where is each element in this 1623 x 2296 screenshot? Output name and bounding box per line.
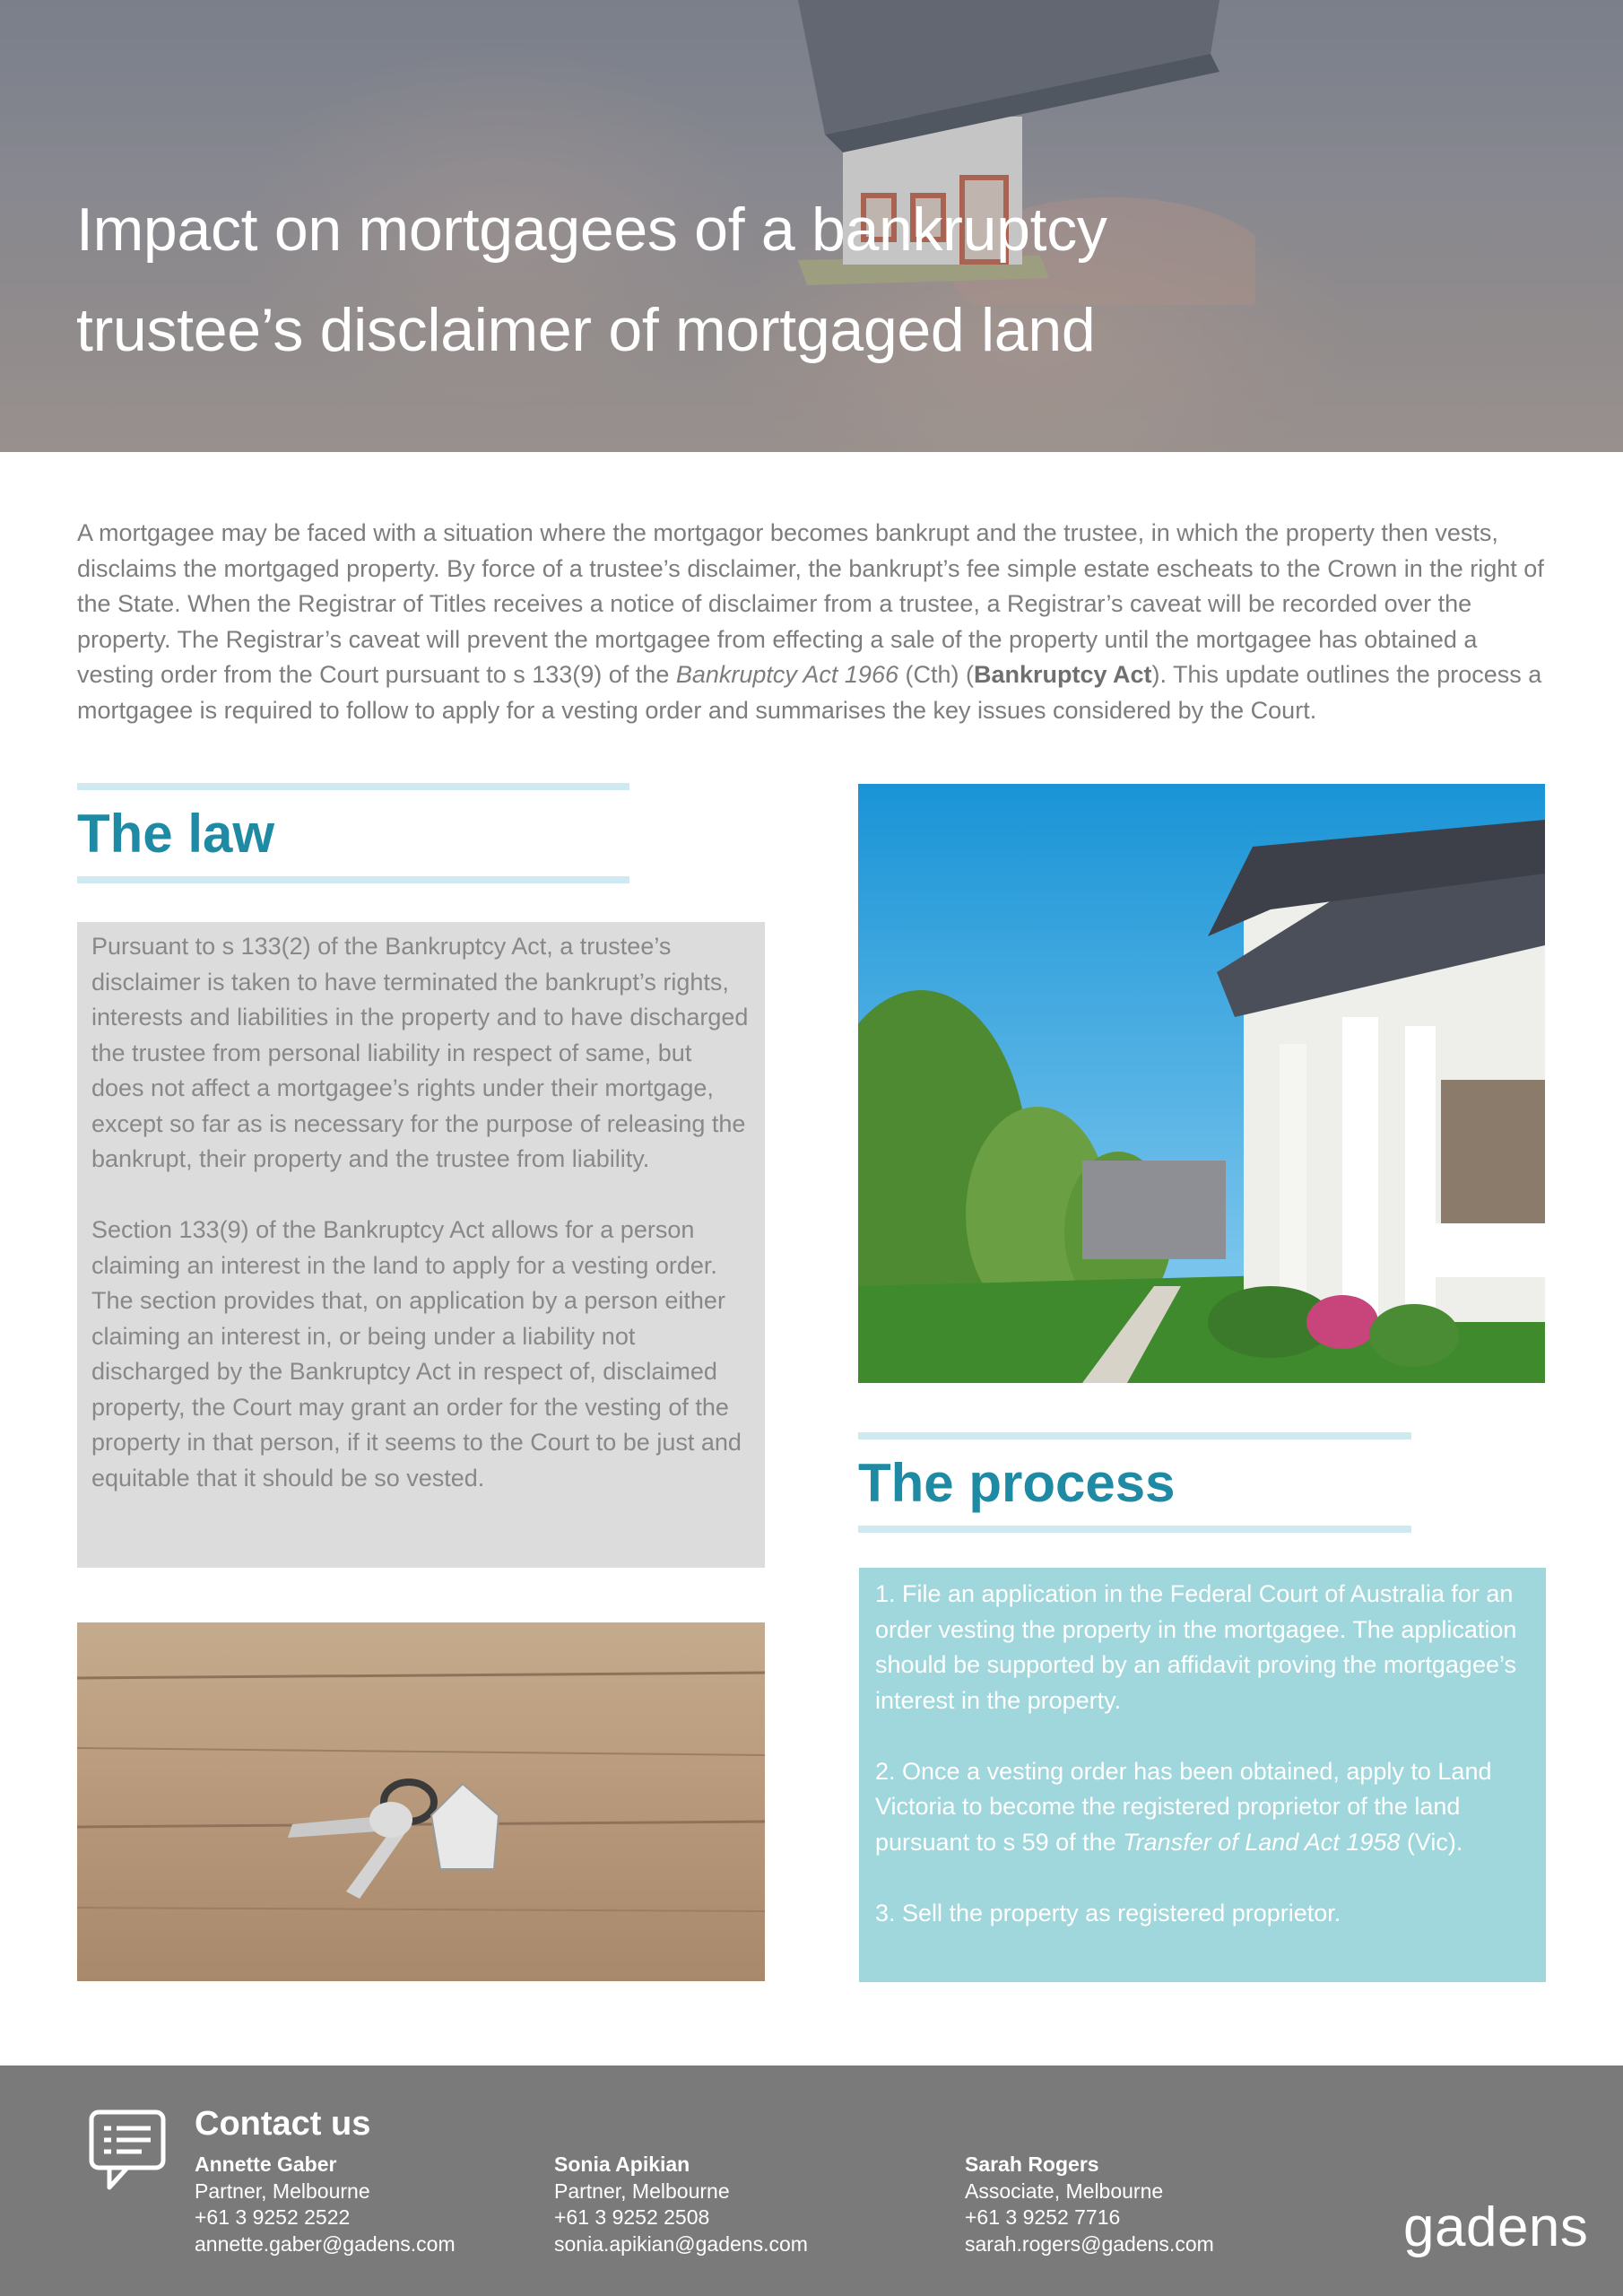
contact-person xyxy=(554,2152,808,2257)
contact-person xyxy=(195,2152,456,2257)
page-title xyxy=(76,179,1421,380)
person-name: Sarah Rogers xyxy=(965,2152,1099,2176)
process-step-2: 2. Once a vesting order has been obtained, apply to Land Victoria to become the registered proprietor of the land pursuant to s 59 of the Transfer of Land Act 1958 (Vic). xyxy=(875,1757,1492,1856)
gadens-logo: gadens xyxy=(1403,2196,1589,2258)
process-step-1: 1. File an application in the Federal Court of Australia for an order vesting the property in the mortgagee. The application should be supported by an affidavit proving the mortgagee’s interest in the property. xyxy=(875,1580,1517,1714)
street-houses-photo xyxy=(858,784,1545,1383)
intro-paragraph xyxy=(77,516,1548,729)
law-paragraph-1: Pursuant to s 133(2) of the Bankruptcy Act, a trustee’s disclaimer is taken to have terminated the bankrupt’s rights, interests and liabilities in the property and to have discharged the trustee from personal liability in respect of same, but does not affect a mortgagee’s rights under their mortgage, except so far as is necessary for the purpose of releasing the bankrupt, their property and the trustee from liability. xyxy=(91,933,749,1172)
intro-text-3: ). This update outlines the process a mortgagee is required to follow to apply for a vesting order and summarises the key issues considered by the Court. xyxy=(77,661,1542,724)
person-role: Partner, Melbourne xyxy=(554,2179,730,2203)
intro-text-1: A mortgagee may be faced with a situation where the mortgagor becomes bankrupt and the trustee, in which the property then vests, disclaims the mortgaged property. By force of a trustee’s disclaimer, the bankrupt’s fee simple estate escheats to the Crown in the right of the State. When the Registrar of Titles receives a notice of disclaimer from a trustee, a Registrar’s caveat will be recorded over the property. The Registrar’s caveat will prevent the mortgagee from effecting a sale of the property until the mortgagee has obtained a vesting order from the Court pursuant to s 133(9) of the xyxy=(77,519,1544,689)
heading-rule-bottom xyxy=(77,876,629,883)
title-line-1: Impact on mortgagees of a bankruptcy xyxy=(76,196,1107,264)
house-keys-photo xyxy=(77,1622,765,1981)
person-email[interactable]: sarah.rogers@gadens.com xyxy=(965,2231,1214,2256)
person-phone[interactable]: +61 3 9252 2522 xyxy=(195,2205,351,2229)
contact-title: Contact us xyxy=(195,2105,371,2143)
heading-rule-top xyxy=(858,1432,1411,1439)
process-heading-block xyxy=(858,1432,1411,1533)
person-phone[interactable]: +61 3 9252 7716 xyxy=(965,2205,1121,2229)
intro-act-italic: Bankruptcy Act 1966 xyxy=(675,661,898,689)
process-heading: The process xyxy=(858,1453,1176,1513)
person-role: Partner, Melbourne xyxy=(195,2179,370,2203)
intro-text-2: (Cth) ( xyxy=(898,661,974,689)
contact-person xyxy=(965,2152,1214,2257)
law-text-box xyxy=(77,922,765,1568)
law-heading: The law xyxy=(77,804,275,864)
title-line-2: trustee’s disclaimer of mortgaged land xyxy=(76,296,1096,364)
person-name: Sonia Apikian xyxy=(554,2152,690,2176)
hero-banner xyxy=(0,0,1623,452)
person-email[interactable]: sonia.apikian@gadens.com xyxy=(554,2231,808,2256)
contact-footer xyxy=(0,2066,1623,2296)
heading-rule-bottom xyxy=(858,1526,1411,1533)
person-name: Annette Gaber xyxy=(195,2152,337,2176)
person-phone[interactable]: +61 3 9252 2508 xyxy=(554,2205,710,2229)
process-step-3: 3. Sell the property as registered proprietor. xyxy=(875,1899,1341,1926)
person-role: Associate, Melbourne xyxy=(965,2179,1164,2203)
law-heading-block xyxy=(77,783,629,883)
chat-bubble-icon xyxy=(88,2109,176,2196)
process-text-box xyxy=(859,1568,1546,1982)
person-email[interactable]: annette.gaber@gadens.com xyxy=(195,2231,456,2256)
law-paragraph-2: Section 133(9) of the Bankruptcy Act allows for a person claiming an interest in the land to apply for a vesting order. The section provides that, on application by a person either claiming an interest in, or being under a liability not discharged by the Bankruptcy Act in respect of, disclaimed property, the Court may grant an order for the vesting of the property in that person, if it seems to the Court to be just and equitable that it should be so vested. xyxy=(91,1216,742,1492)
intro-act-bold: Bankruptcy Act xyxy=(974,661,1152,689)
heading-rule-top xyxy=(77,783,629,790)
